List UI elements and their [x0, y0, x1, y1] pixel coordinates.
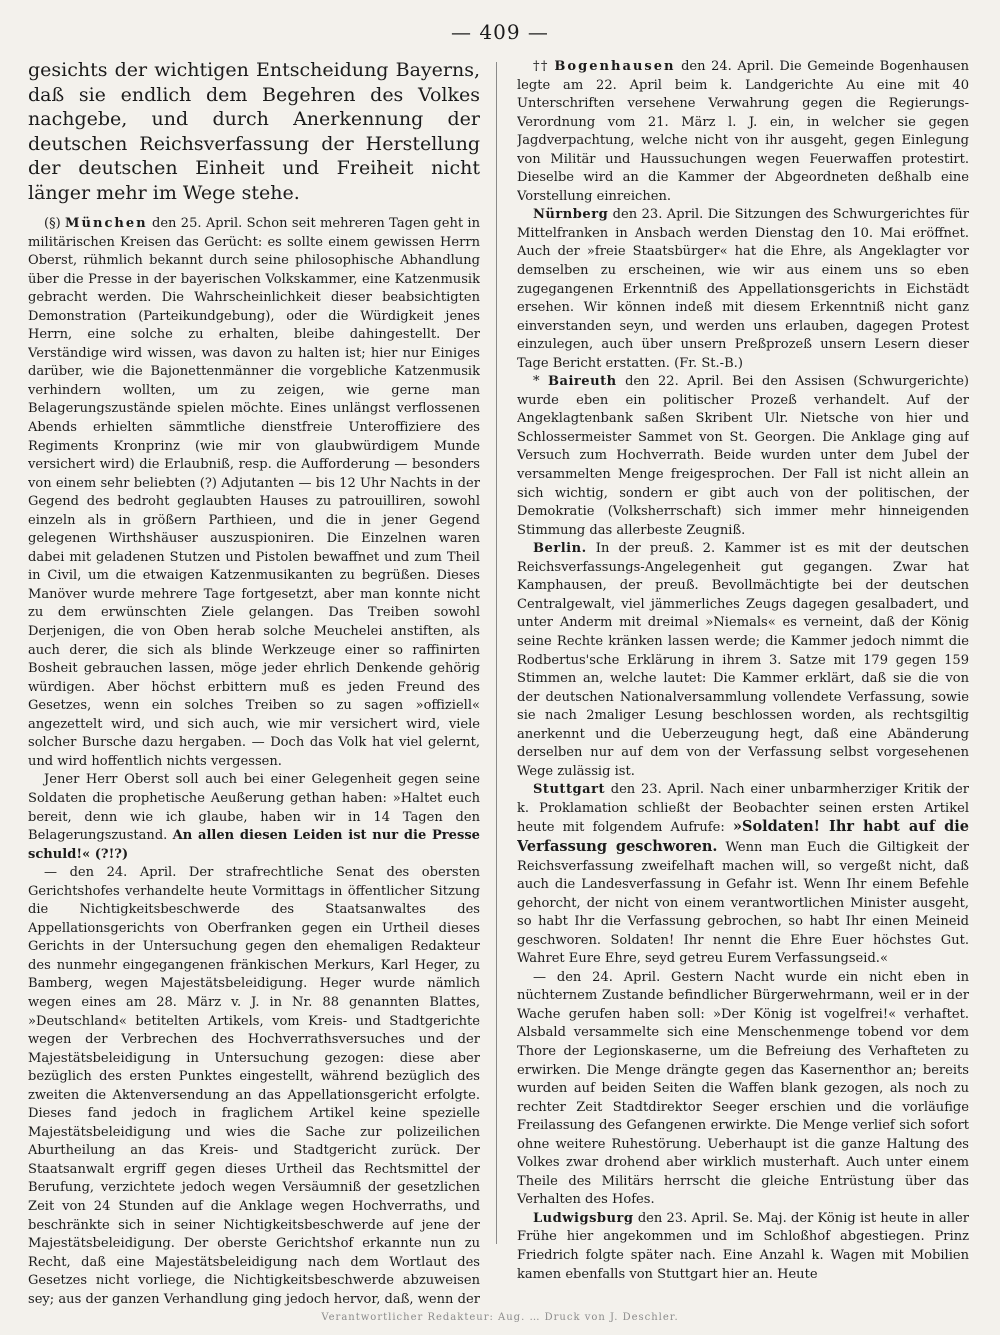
article-body: Schon seit mehreren Tagen geht in militärischen Kreisen das Gerücht: es sollte einem gewissen Herrn Oberst, rühmlich bekannt durch seine philosophische Abhandlung über die Presse in der bayerischen Volkskammer, eine Katzenmusik gebracht werden. Die Wahrscheinlichkeit dieser beabsichtigten Demonstration (Parteikundgebung), oder die Würdigkeit jenes Herrn, eine solche zu erhalten, bleibe dahingestellt. Der Verständige wird wissen, was davon zu halten ist; hier nur Einiges darüber, wie die Bajonettenmänner die vorgebliche Katzenmusik verhindern wollten, um zu zeigen, wie gerne man Belagerungszustände spielen möchte. Eines unlängst verflossenen Abends erhielten sämmtliche dienstfreie Unteroffiziere des Regiments Kronprinz (wie mir von glaubwürdigem Munde versichert wird) die Erlaubniß, resp. die Aufforderung — besonders von einem sehr beliebten (?) Adjutanten — bis 12 Uhr Nachts in der Gegend des bedroht geglaubten Hauses zu patrouilliren, sowohl einzeln als in größern Parthieen, und die in jener Gegend gelegenen Wirthshäuser auszuspioniren. Die Einzelnen waren dabei mit geladenen Stutzen und Pistolen bewaffnet und zum Theil in Civil, um die etwaigen Katzenmusikanten zu begrüßen. Dieses Manöver wurde mehrere Tage fortgesetzt, aber man konnte nicht zu dem erwünschten Ziele gelangen. Das Treiben sowohl Derjenigen, die von Oben herab solche Meuchelei anstiften, als auch derer, die sich als blinde Werkzeuge einer so raffinirten Bosheit gebrauchen lassen, möge jeder ehrlich Denkende gehörig würdigen. Aber höchst erbittern muß es jeden Freund des Gesetzes, wenn ein solches Treiben so zu sagen »offiziell« angezettelt wird, und sich auch, wie mir versichert wird, viele solcher Bursche dazu hergaben. — Doch das Volk hat viel gelernt, und wird hoffentlich nichts vergessen. — [28, 216, 480, 769]
proclamation-slogan: »Soldaten! Ihr habt auf die Verfassung geschworen. — [517, 818, 969, 855]
dateline-place: Berlin. — [533, 541, 587, 557]
article-body: Jener Herr Oberst soll auch bei einer Gelegenheit gegen seine Soldaten die prophetische Aeußerung gethan haben: »Haltet euch bereit, denn wie ich glaube, haben wir in 14 Tagen den Belagerungszustand. — [28, 772, 480, 844]
article-body: Bei den Assisen (Schwurgerichte) wurde eben ein politischer Prozeß verhandelt. Auf der Angeklagtenbank saßen Skribent Ulr. Nietsche von hier und Schlossermeister Sammet von St. Georgen. Die Anklage ging auf Versuch zum Hochverrath. Beide wurden unter dem Jubel der versammelten Menge freigesprochen. Der Fall ist nicht allein an sich wichtig, sondern er gibt auch von der politischen, der Demokratie (Volksherrschaft) sich immer mehr hinneigenden Stimmung das allerbeste Zeugniß. — [517, 374, 969, 538]
column-divider — [496, 62, 497, 1244]
article-source: (Fr. St.-B.) — [674, 355, 743, 371]
right-column — [517, 58, 969, 1308]
article-body-continued: Wenn man Euch die Giltigkeit der Reichsverfassung zweifelhaft machen will, so vergeßt nicht, daß auch die Landesverfassung in Gefahr ist. Wenn Ihr einem Befehle gehorcht, der nicht von einem verantwortlichen Minister ausgeht, so habt Ihr die Verfassung gebrochen, so habt Ihr einen Meineid geschworen. Soldaten! Ihr nennt die Ehre Euer höchstes Gut. Wahret Eure Ehre, seyd getreu Eurem Verfassungseid.« — [517, 839, 969, 967]
dateline-date: den 23. April. — [637, 1210, 729, 1226]
dateline-date: — den 24. April. — [533, 969, 661, 985]
article-body: Die Gemeinde Bogenhausen legte am 22. April beim k. Landgerichte Au eine mit 40 Unterschriften versehene Verwahrung gegen die Regierungs-Verordnung vom 21. März l. J. ein, in welcher sie gegen Jagdverpachtung, welche nicht von ihr ausgeht, gegen Einlegung von Militär und Haussuchungen wegen Feuerwaffen protestirt. Dieselbe wird an die Kammer der Abgeordneten deßhalb eine Vorstellung einreichen. — [517, 59, 969, 204]
article-baireuth — [517, 373, 969, 540]
dateline-date: — den 24. April. — [44, 865, 177, 881]
article-muenchen-25 — [28, 215, 480, 771]
page-number: — 409 — — [451, 20, 549, 44]
article-stuttgart-24 — [517, 969, 969, 1210]
article-ludwigsburg — [517, 1210, 969, 1284]
printer-imprint: Verantwortlicher Redakteur: Aug. … Druck von J. Deschler. — [321, 1312, 679, 1323]
dateline-date: den 24. April. — [681, 59, 774, 74]
article-berlin — [517, 540, 969, 781]
article-nuernberg — [517, 206, 969, 373]
article-muenchen-24 — [28, 864, 480, 1308]
article-body: Der strafrechtliche Senat des obersten Gerichtshofes verhandelte heute Vormittags in öffentlicher Sitzung die Nichtigkeitsbeschwerde des Staatsanwaltes des Appellationsgerichts von Oberfranken gegen ein Urtheil dieses Gerichts in der Untersuchung gegen den ehemaligen Redakteur des nunmehr eingegangenen fränkischen Merkurs, Karl Heger, zu Bamberg, wegen Majestätsbeleidigung. Heger wurde nämlich wegen eines am 28. März v. J. in Nr. 88 genannten Blattes, »Deutschland« betitelten Artikels, vom Kreis- und Stadtgerichte wegen der Verbrechen des Hochverrathsversuches und der Majestätsbeleidigung in Untersuchung gezogen: diese aber bezüglich des ersten Punktes eingestellt, während bezüglich des zweiten die Aktenversendung an das Appellationsgericht erfolgte. Dieses fand jedoch in fraglichem Artikel keine spezielle Majestätsbeleidigung und wies die Sache zur polizeilichen Aburtheilung an das Kreis- und Stadtgericht zurück. Der Staatsanwalt ergriff gegen dieses Urtheil das Rechtsmittel der Berufung, verzichtete jedoch wegen Versäumniß der gesetzlichen Zeit von 24 Stunden auf die Anklage wegen Hochverraths, und beschränkte sich in seiner Nichtigkeitsbeschwerde auf jene der Majestätsbeleidigung. Der oberste Gerichtshof erkannte nun zu Recht, daß eine Majestätsbeleidigung nach dem Wortlaut des Gesetzes nicht vorliege, die Nichtigkeitsbeschwerde abzuweisen sey; aus der ganzen Verhandlung ging jedoch hervor, daß, wenn der — [28, 865, 480, 1307]
lead-paragraph: gesichts der wichtigen Entscheidung Bayerns, daß sie endlich dem Begehren des Volkes nachgebe, und durch Anerkennung der deutschen Reichsverfassung der Herstellung der deutschen Einheit und Freiheit nicht länger mehr im Wege stehe. — [28, 59, 480, 204]
article-body: In der preuß. 2. Kammer ist es mit der deutschen Reichsverfassungs-Angelegenheit gut gegangen. Zwar hat Kamphausen, der preuß. Bevollmächtigte bei der deutschen Centralgewalt, viel jämmerliches Zeugs dagegen gesalbadert, und unter Anderm mit dreimal »Niemals« es verneint, daß der König seine Rechte kränken lassen werde; die Kammer jedoch nimmt die Rodbertus'sche Erklärung in ihrem 3. Satze mit 179 gegen 159 Stimmen an, welche lautet: Die Kammer erklärt, daß sie die von der deutschen Nationalversammlung vollendete Verfassung, sowie sie nach 2maliger Lesung beschlossen worden, als rechtsgiltig anerkennt und die Ueberzeugung hegt, daß eine Abänderung derselben nur auf dem von der Verfassung selbst vorgesehenen Wege zulässig ist. — [517, 541, 969, 779]
article-oberst-quote — [28, 771, 480, 864]
article-bogenhausen — [517, 58, 969, 206]
article-sign: (§) — [44, 216, 61, 231]
dateline-place: München — [65, 216, 148, 231]
article-sign: †† — [533, 59, 549, 74]
article-body: Se. Maj. der König ist heute in aller Frühe hier angekommen und im Schloßhof abgestiegen. Prinz Friedrich folgte später nach. Eine Anzahl k. Wagen mit Mobilien kamen ebenfalls von Stuttgart hier an. Heute — [517, 1210, 969, 1282]
article-body: Gestern Nacht wurde ein nicht eben in nüchternem Zustande befindlicher Bürgerwehrmann, weil er in der Wache gerufen haben soll: »Der König ist vogelfrei!« verhaftet. Alsbald versammelte sich eine Menschenmenge tobend vor dem Thore der Legionskaserne, um die Befreiung des Verhafteten zu erwirken. Die Menge drängte gegen das Kasernenthor an; bereits wurden auf beiden Seiten die Waffen blank gezogen, als noch zu rechter Zeit Stadtdirektor Seeger erschien und die vorläufige Freilassung des Gefangenen erwirkte. Die Menge verlief sich sofort ohne weitere Ruhestörung. Ueberhaupt ist die ganze Haltung des Volkes zwar drohend aber wirklich musterhaft. Auch unter einem Theile des Militärs herrscht die gleiche Entrüstung über das Verhalten des Hofes. — [517, 969, 969, 1208]
article-body: Die Sitzungen des Schwurgerichtes für Mittelfranken in Ansbach werden Dienstag den 10. Mai eröffnet. Auch der »freie Staatsbürger« hat die Ehre, als Angeklagter vor demselben zu erscheinen, wie wir aus einem uns so eben zugegangenen Erkenntniß des Appellationsgerichts in Eichstädt ersehen. Wir können indeß mit diesem Erkenntniß nicht ganz einverstanden seyn, und werden uns erlauben, dagegen Protest einzulegen, auch über unsern Preßprozeß unsern Lesern dieser Tage Bericht erstatten. — [517, 207, 969, 371]
dateline-place: Bogenhausen — [554, 59, 676, 74]
emphasis-quote: An allen diesen Leiden ist nur die Presse schuld!« (?!?) — [28, 828, 480, 862]
dateline-place: Baireuth — [547, 374, 617, 390]
dateline-place: Ludwigsburg — [533, 1210, 634, 1226]
left-column — [28, 58, 480, 1308]
article-stuttgart-23 — [517, 781, 969, 968]
article-body: Nach einer unbarmherziger Kritik der k. Proklamation schließt der Beobachter seinen ersten Artikel heute mit folgendem Aufrufe: — [517, 782, 969, 836]
article-sign: * — [533, 374, 540, 390]
dateline-place: Nürnberg — [533, 207, 609, 223]
dateline-date: den 23. April. — [610, 782, 704, 798]
dateline-date: den 22. April. — [625, 374, 724, 390]
dateline-date: den 23. April. — [612, 207, 704, 223]
dateline-date: den 25. April. — [151, 216, 243, 231]
dateline-place: Stuttgart — [533, 782, 605, 798]
